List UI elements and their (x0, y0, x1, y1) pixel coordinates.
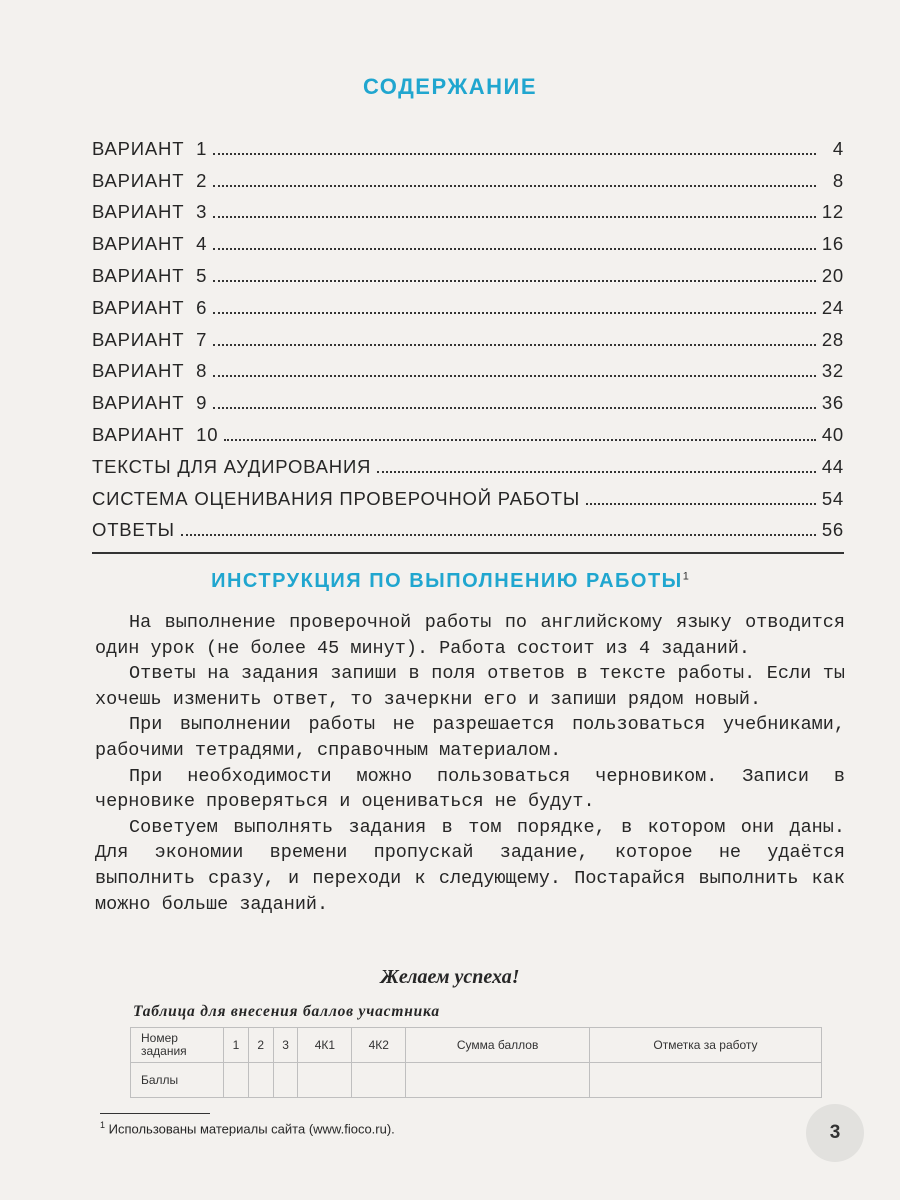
toc-entry (92, 287, 844, 319)
score-table-header-cell: 1 (224, 1028, 249, 1063)
toc-entry-page: 28 (821, 328, 844, 350)
toc-entry (92, 160, 844, 192)
instruction-paragraph: При выполнении работы не разрешается пользоваться учебниками, рабочими тетрадями, справочным материалом. (95, 714, 845, 761)
toc-entry (92, 223, 844, 255)
toc-dot-leader (377, 471, 816, 473)
toc-dot-leader (213, 280, 816, 282)
score-cell[interactable] (589, 1063, 821, 1098)
instructions-body (95, 610, 845, 917)
score-table-header-cell: 4К1 (298, 1028, 352, 1063)
toc-entry (92, 128, 844, 160)
instruction-paragraph: Советуем выполнять задания в том порядке, в котором они даны. Для экономии времени пропускай задание, которое не удаётся выполнить сразу, и переходи к следующему. Постарайся выполнить как можно больше заданий. (95, 816, 845, 915)
toc-entry-label: ОТВЕТЫ (92, 519, 175, 541)
score-table-header-row (131, 1028, 822, 1063)
score-table-row-label: Баллы (131, 1063, 224, 1098)
toc-entry (92, 414, 844, 446)
score-table-caption: Таблица для внесения баллов участника (133, 1003, 440, 1020)
score-table-header-cell: 2 (248, 1028, 273, 1063)
toc-entry-label: ВАРИАНТ 1 (92, 137, 208, 159)
footnote (100, 1120, 395, 1136)
toc-entry-page: 16 (821, 233, 844, 255)
toc-dot-leader (586, 503, 816, 505)
toc-entry-page: 54 (821, 487, 844, 509)
toc-entry (92, 478, 844, 510)
toc-entry-page: 32 (821, 360, 844, 382)
good-luck-wish: Желаем успеха! (380, 966, 520, 988)
score-cell[interactable] (273, 1063, 298, 1098)
toc-entry-label: ВАРИАНТ 7 (92, 328, 208, 350)
toc-entry-label: ТЕКСТЫ ДЛЯ АУДИРОВАНИЯ (92, 455, 372, 477)
footnote-text: Использованы материалы сайта (www.fioco.ru). (108, 1121, 395, 1137)
footnote-reference: 1 (682, 570, 689, 583)
toc-dot-leader (213, 248, 816, 250)
score-table-header-cell: Номер задания (131, 1028, 224, 1063)
score-table-scores-row (131, 1063, 822, 1098)
toc-dot-leader (213, 216, 816, 218)
toc-entry (92, 319, 844, 351)
toc-dot-leader (213, 153, 816, 155)
toc-entry-page: 12 (821, 201, 844, 223)
toc-dot-leader (181, 534, 816, 536)
section-divider (92, 552, 844, 554)
toc-dot-leader (224, 439, 815, 441)
toc-entry-page: 56 (821, 519, 844, 541)
toc-entry-label: ВАРИАНТ 3 (92, 201, 208, 223)
instructions-title (0, 570, 900, 593)
toc-entry-page: 24 (821, 296, 844, 318)
toc-entry-page: 40 (821, 423, 844, 445)
instruction-paragraph: На выполнение проверочной работы по английскому языку отводится один урок (не более 45 минут). Работа состоит из 4 заданий. (95, 612, 845, 659)
score-table-header-cell: Сумма баллов (406, 1028, 590, 1063)
toc-entry (92, 351, 844, 383)
footnote-mark: 1 (100, 1120, 106, 1130)
toc-entry-page: 44 (821, 455, 844, 477)
toc-entry-page: 4 (832, 137, 844, 159)
toc-entry-label: ВАРИАНТ 9 (92, 392, 208, 414)
toc-dot-leader (213, 407, 816, 409)
toc-dot-leader (213, 344, 816, 346)
toc-title: СОДЕРЖАНИЕ (362, 74, 538, 99)
toc-entry (92, 192, 844, 224)
table-of-contents (92, 128, 844, 541)
page-number: 3 (806, 1104, 864, 1162)
score-table-header-cell: 3 (273, 1028, 298, 1063)
toc-entry-label: ВАРИАНТ 2 (92, 169, 208, 191)
toc-dot-leader (213, 312, 816, 314)
toc-entry-label: ВАРИАНТ 5 (92, 264, 208, 286)
score-table-header-cell: 4К2 (352, 1028, 406, 1063)
footnote-divider (100, 1113, 210, 1114)
instruction-paragraph: Ответы на задания запиши в поля ответов в тексте работы. Если ты хочешь изменить ответ, то зачеркни его и запиши рядом новый. (95, 663, 845, 710)
toc-entry (92, 255, 844, 287)
score-cell[interactable] (352, 1063, 406, 1098)
toc-entry-page: 20 (821, 264, 844, 286)
instructions-title-text: ИНСТРУКЦИЯ ПО ВЫПОЛНЕНИЮ РАБОТЫ (211, 570, 683, 592)
score-table-header-cell: Отметка за работу (589, 1028, 821, 1063)
toc-entry (92, 446, 844, 478)
score-cell[interactable] (298, 1063, 352, 1098)
toc-entry-label: СИСТЕМА ОЦЕНИВАНИЯ ПРОВЕРОЧНОЙ РАБОТЫ (92, 487, 580, 509)
toc-entry (92, 382, 844, 414)
toc-entry (92, 510, 844, 542)
toc-entry-page: 8 (832, 169, 844, 191)
toc-entry-label: ВАРИАНТ 10 (92, 423, 219, 445)
toc-entry-page: 36 (821, 392, 844, 414)
instruction-paragraph: При необходимости можно пользоваться черновиком. Записи в черновике проверяться и оцениваться не будут. (95, 765, 845, 813)
toc-entry-label: ВАРИАНТ 8 (92, 360, 208, 382)
score-cell[interactable] (406, 1063, 590, 1098)
toc-entry-label: ВАРИАНТ 6 (92, 296, 208, 318)
score-cell[interactable] (224, 1063, 249, 1098)
score-table (130, 1027, 822, 1098)
toc-dot-leader (213, 185, 816, 187)
toc-dot-leader (213, 375, 816, 377)
score-cell[interactable] (248, 1063, 273, 1098)
toc-entry-label: ВАРИАНТ 4 (92, 233, 208, 255)
